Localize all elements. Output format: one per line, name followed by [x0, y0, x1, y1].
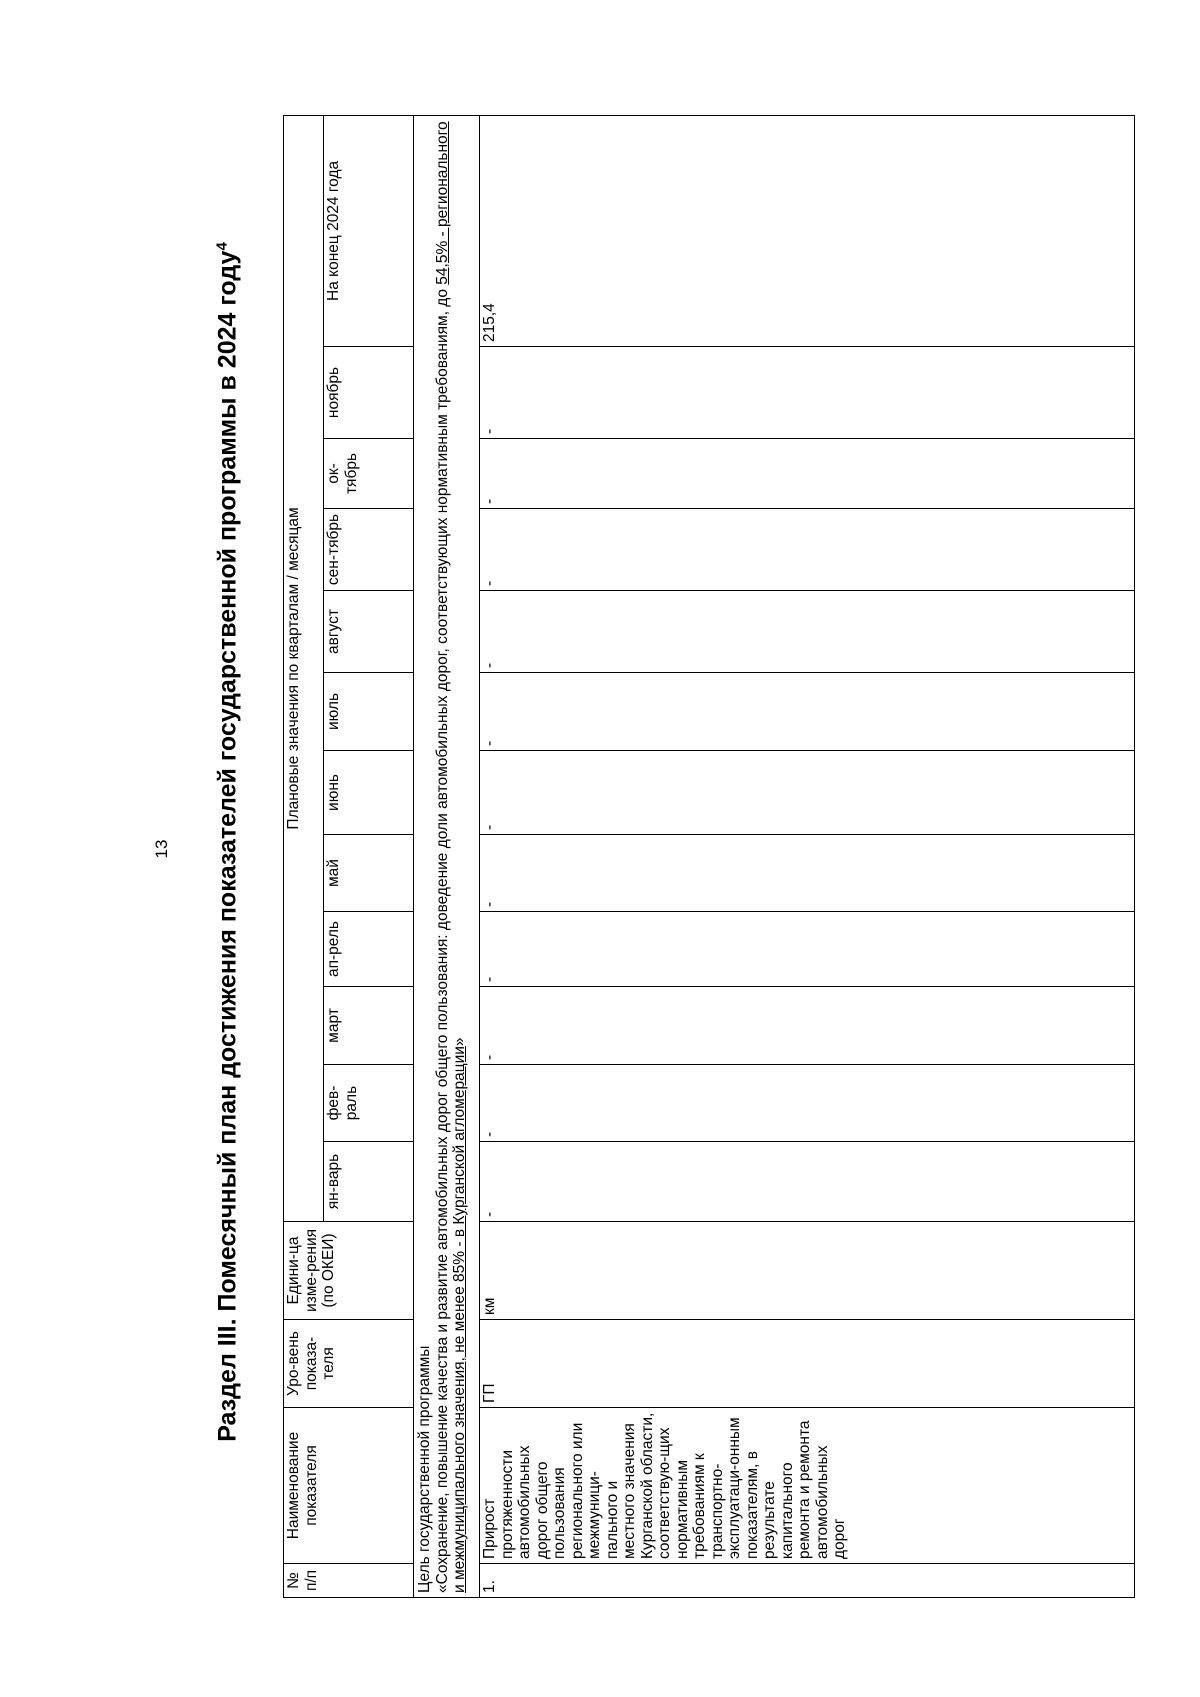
row-month-mar: - — [480, 987, 1135, 1065]
goal-text-end: » — [451, 1037, 468, 1047]
footnote-mark: 4 — [213, 242, 231, 251]
row-month-apr: - — [480, 912, 1135, 987]
row-month-jul: - — [480, 673, 1135, 751]
header-month-may: май — [324, 835, 414, 912]
header-level: Уро-вень показа-теля — [284, 1320, 414, 1408]
goal-row — [414, 115, 480, 1597]
row-month-may: - — [480, 835, 1135, 912]
header-month-feb: фев-раль — [324, 1065, 414, 1142]
header-year-end: На конец 2024 года — [324, 115, 414, 346]
header-month-aug: август — [324, 591, 414, 673]
header-month-jul: июль — [324, 673, 414, 751]
header-month-sep: сен-тябрь — [324, 509, 414, 591]
row-unit: км — [480, 1222, 1135, 1320]
row-month-feb: - — [480, 1065, 1135, 1142]
header-plan-group: Плановые значения по кварталам / месяцам — [284, 115, 324, 1221]
header-num: № п/п — [284, 1564, 414, 1598]
row-month-sep: - — [480, 509, 1135, 591]
monthly-plan-table — [283, 115, 1135, 1598]
row-num: 1. — [480, 1564, 1135, 1598]
row-month-oct: - — [480, 439, 1135, 509]
header-month-apr: ап-рель — [324, 912, 414, 987]
row-name: Прирост протяженности автомобильных дорог общего пользования регионального или межмуници-пального и местного значения Курганской области, соответствую-щих нормативным требованиям к транспортно-эксплуатаци-онным показателям, в результате капитального ремонта и ремонта автомобильных дорог — [480, 1408, 1135, 1564]
page-number: 13 — [152, 839, 171, 859]
goal-text — [434, 120, 469, 1593]
section-title-text: Раздел III. Помесячный план достижения показателей государственной программы в 2024 году — [213, 250, 242, 1442]
row-month-jun: - — [480, 751, 1135, 835]
header-month-jan: ян-варь — [324, 1142, 414, 1222]
header-name: Наименование показателя — [284, 1408, 414, 1564]
header-unit: Едини-ца изме-рения (по ОКЕИ) — [284, 1222, 414, 1320]
row-month-aug: - — [480, 591, 1135, 673]
header-month-jun: июнь — [324, 751, 414, 835]
section-title — [213, 242, 242, 1442]
goal-text-underlined: 54,5% - регионального и межмуниципального значения, не менее 85% - в Курганской агломерации — [433, 121, 468, 1593]
header-month-nov: ноябрь — [324, 347, 414, 439]
row-year-end: 215,4 — [480, 115, 1135, 346]
row-month-jan: - — [480, 1142, 1135, 1222]
header-month-mar: март — [324, 987, 414, 1065]
goal-text-start: «Сохранение, повышение качества и развитие автомобильных дорог общего пользования: доведение доли автомобильных дорог, соответствующих нормативным требованиям, до — [433, 284, 451, 1593]
plan-table-container — [283, 116, 1135, 1598]
header-month-oct: ок-тябрь — [324, 439, 414, 509]
row-month-nov: - — [480, 347, 1135, 439]
goal-label: Цель государственной программы — [416, 1345, 433, 1593]
table-row — [480, 115, 1135, 1597]
row-level: ГП — [480, 1320, 1135, 1408]
